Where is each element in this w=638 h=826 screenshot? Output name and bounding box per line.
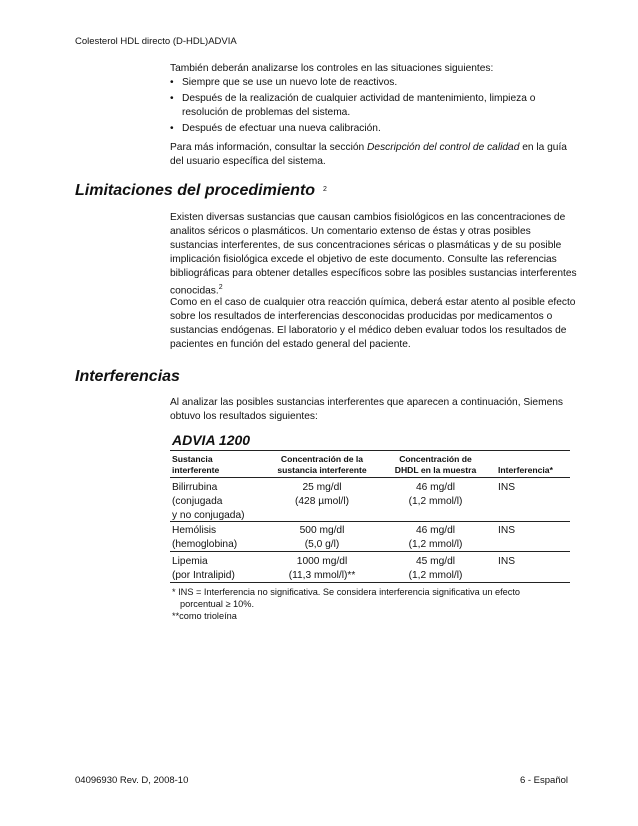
system-title: ADVIA 1200 [172,432,251,448]
limitations-heading-text: Limitaciones del procedimiento [75,182,316,199]
table-row-rule [170,521,570,522]
table-header-rule [170,477,570,478]
limitations-heading [75,182,327,200]
column-header-substance: Sustancia interferente [172,454,220,475]
column-header-dhdl-concentration: Concentración de DHDL en la muestra [394,454,477,475]
running-header: Colesterol HDL directo (D-HDL)ADVIA [75,36,237,47]
limitations-paragraph-1-reference: 2 [218,284,223,291]
qc-info-text: Para más información, consultar la sección [170,142,368,153]
table-cell-interference: INS [498,556,515,567]
controls-bullet-list [170,76,580,138]
bullet-item: • Después de la realización de cualquier actividad de mantenimiento, limpieza o resolución de problemas del sistema. [170,92,580,120]
table-cell-dhdl-concentration: 45 mg/dl (1,2 mmol/l) [408,556,463,581]
table-cell-substance: Bilirrubina (conjugada y no conjugada) [172,482,245,521]
table-cell-interferent-concentration: 25 mg/dl (428 µmol/l) [295,482,349,507]
table-cell-dhdl-concentration: 46 mg/dl (1,2 mmol/l) [408,525,463,550]
footer-document-number: 04096930 Rev. D, 2008-10 [75,775,189,786]
table-cell-substance: Hemólisis (hemoglobina) [172,525,238,550]
table-bottom-rule [170,582,570,583]
column-header-interference: Interferencia* [498,465,553,475]
table-cell-interference: INS [498,482,515,493]
limitations-paragraph-1 [170,211,580,298]
table-cell-substance: Lipemia (por Intralipid) [172,556,235,581]
table-top-rule [170,450,570,451]
table-footnote-triolein: **como trioleína [172,611,237,621]
table-cell-dhdl-concentration: 46 mg/dl (1,2 mmol/l) [408,482,463,507]
table-footnote-ins: * INS = Interferencia no significativa. Se considera interferencia significativa un efecto porcentual ≥ 10%. [172,587,521,609]
controls-intro: También deberán analizarse los controles en las situaciones siguientes: [170,63,494,74]
bullet-item: • Siempre que se use un nuevo lote de reactivos. [170,76,580,90]
limitations-paragraph-1-text: Existen diversas sustancias que causan cambios fisiológicos en las concentraciones de analitos séricos o plasmáticos. Un comentario extenso de éstas y otras posibles sustancias interferentes, de sus concentraciones séricas o plasmáticas y de su posible implicación fisiológica excede el objetivo de este documento. Consulte las referencias bibliográficas para obtener detalles específicos sobre las posibles sustancias interferentes conocidas. [170,212,577,297]
table-cell-interferent-concentration: 500 mg/dl (5,0 g/l) [299,525,345,550]
table-row-rule [170,551,570,552]
limitations-heading-reference: 2 [323,186,327,193]
qc-info-paragraph [170,141,580,169]
table-cell-interferent-concentration: 1000 mg/dl (11,3 mmol/l)** [288,556,356,581]
limitations-paragraph-2: Como en el caso de cualquier otra reacción química, deberá estar atento al posible efecto sobre los resultados de interferencias desconocidas producidas por medicamentos o sustancias endógenas. El laboratorio y el médico deben evaluar todos los resultados de pacientes en función del estado general del paciente. [170,297,576,350]
qc-info-text-end: en la guía del usuario específica del sistema. [170,142,567,167]
column-header-interferent-concentration: Concentración de la sustancia interferente [277,454,367,475]
qc-section-reference: Descripción del control de calidad [367,142,520,153]
footer-page-number: 6 - Español [519,775,568,786]
interferences-heading: Interferencias [75,368,180,385]
interferences-intro: Al analizar las posibles sustancias interferentes que aparecen a continuación, Siemens obtuvo los resultados siguientes: [170,397,564,422]
table-cell-interference: INS [498,525,515,536]
bullet-item: • Después de efectuar una nueva calibración. [170,122,580,136]
